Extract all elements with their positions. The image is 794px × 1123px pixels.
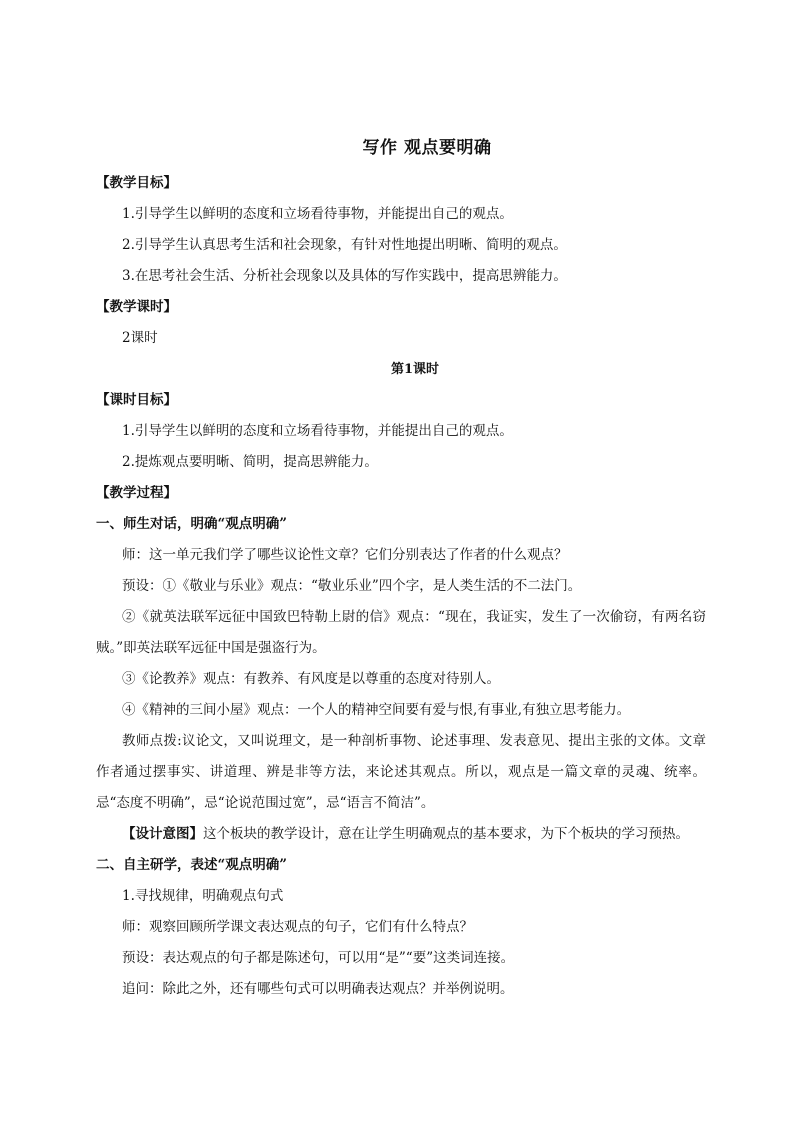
part1-heading: 一、师生对话，明确“观点明确” — [96, 516, 288, 532]
document-body — [96, 168, 706, 1005]
preset-answer: 预设：表达观点的句子都是陈述句，可以用“是”“要”这类词连接。 — [122, 950, 515, 966]
design-intent — [96, 819, 706, 850]
part2-heading: 二、自主研学，表述“观点明确” — [96, 857, 288, 873]
teacher-guidance: 教师点拨:议论文，又叫说理文，是一种剖析事物、论述事理、发表意见、提出主张的文体。文章作者通过摆事实、讲道理、辨是非等方法，来论述其观点。所以，观点是一篇文章的灵魂、统率。忌“态度不明确”，忌“论说范围过宽”，忌“语言不简洁”。 — [96, 733, 706, 811]
lesson-goals-heading: 【课时目标】 — [96, 392, 177, 408]
preset-answer: ③《论教养》观点：有教养、有风度是以尊重的态度对待别人。 — [122, 671, 500, 687]
follow-up-question: 追问：除此之外，还有哪些句式可以明确表达观点？并举例说明。 — [122, 981, 514, 997]
goal-item: 1.引导学生以鲜明的态度和立场看待事物，并能提出自己的观点。 — [122, 206, 513, 222]
process-heading: 【教学过程】 — [96, 485, 177, 501]
preset-answer: 预设：①《敬业与乐业》观点：“敬业乐业”四个字，是人类生活的不二法门。 — [122, 578, 582, 594]
preset-answer: ②《就英法联军远征中国致巴特勒上尉的信》观点：“现在，我证实，发生了一次偷窃，有两名窃贼。”即英法联军远征中国是强盗行为。 — [96, 609, 706, 656]
preset-answer: ④《精神的三间小屋》观点：一个人的精神空间要有爱与恨,有事业,有独立思考能力。 — [122, 702, 631, 718]
lesson-goal-item: 1.引导学生以鲜明的态度和立场看待事物，并能提出自己的观点。 — [122, 423, 513, 439]
goal-item: 2.引导学生认真思考生活和社会现象，有针对性地提出明晰、简明的观点。 — [122, 237, 567, 253]
teacher-question: 师：观察回顾所学课文表达观点的句子，它们有什么特点？ — [122, 919, 473, 935]
hours-heading: 【教学课时】 — [96, 299, 177, 315]
hours-value: 2课时 — [122, 330, 158, 346]
design-intent-text: 这个板块的教学设计，意在让学生明确观点的基本要求，为下个板块的学习预热。 — [203, 826, 689, 842]
page-title: 写作 观点要明确 — [362, 138, 492, 158]
step-title: 1.寻找规律，明确观点句式 — [122, 888, 284, 904]
lesson-title: 第1课时 — [390, 362, 440, 377]
goals-heading: 【教学目标】 — [96, 175, 177, 191]
design-intent-label: 【设计意图】 — [122, 826, 203, 842]
lesson-goal-item: 2.提炼观点要明晰、简明，提高思辨能力。 — [122, 454, 378, 470]
teacher-question: 师：这一单元我们学了哪些议论性文章？它们分别表达了作者的什么观点？ — [122, 547, 568, 563]
goal-item: 3.在思考社会生活、分析社会现象以及具体的写作实践中，提高思辨能力。 — [122, 268, 567, 284]
